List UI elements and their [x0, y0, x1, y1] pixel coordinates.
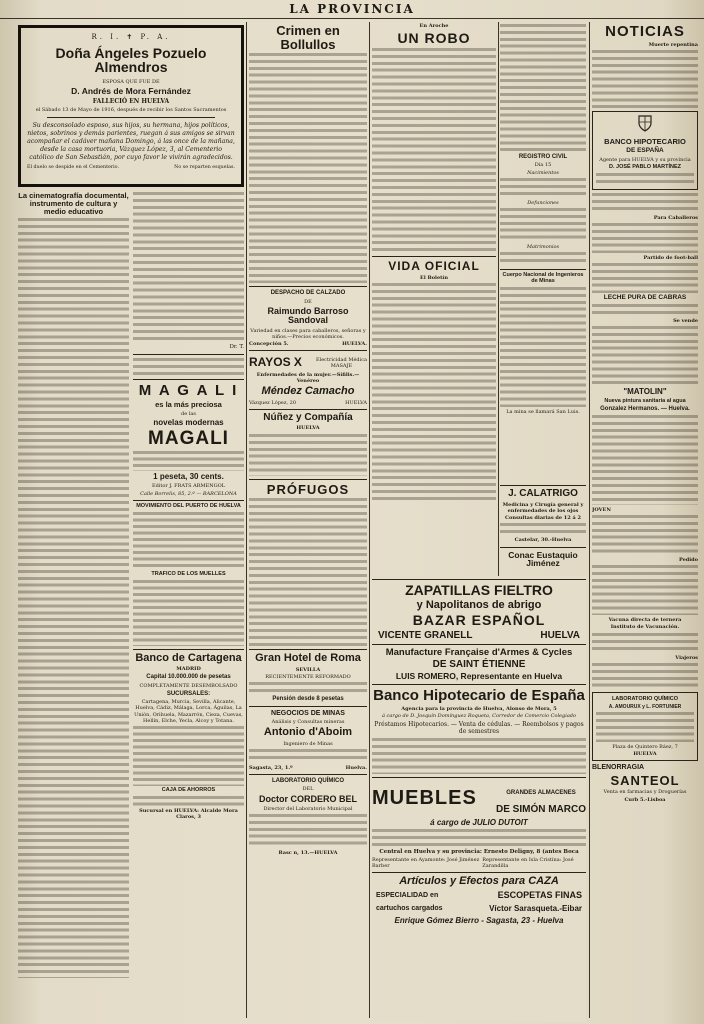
noticias-item: Gonzalez Hermanos. — Huelva. [600, 406, 690, 413]
caza-bottom [372, 903, 586, 915]
minas-headline: NEGOCIOS DE MINAS [271, 709, 345, 717]
zapatillas-line-1: ZAPATILLAS FIELTRO [405, 582, 553, 598]
nunez-name: Núñez y Compañía [263, 411, 353, 423]
calzado-city: HUELVA. [342, 341, 367, 348]
ad-text [596, 173, 694, 185]
ad-text [249, 749, 367, 763]
laboratorio-ad [249, 778, 367, 856]
robo-kicker: En Aroche [419, 23, 449, 29]
cartagena-address: Sucursal en HUELVA: Alcalde Mora Claros, 3 [139, 807, 238, 821]
cinematografia-byline: Dr. T. [229, 344, 244, 350]
cinematografia-headline: La cinematografía documental, instrumento de cultura y medio educativo [18, 191, 129, 216]
ad-text [249, 682, 367, 694]
rayos-masaje: MASAJE [330, 362, 353, 369]
muebles-rep-2: Representante en Isla Cristina: José Zarandilla [482, 856, 574, 869]
noticias-item: Para Caballeros [653, 214, 698, 221]
divider [249, 774, 367, 775]
magali-title: M A G A L I [138, 381, 239, 399]
noticias-item: Muerte repentina [648, 41, 698, 48]
manufacture-line-2: DE SAINT ÉTIENNE [432, 658, 526, 670]
hotel-ad [249, 653, 367, 702]
rayos-address: Vázquez López, 20 [249, 399, 297, 406]
registro-deaths: Defunciones [527, 199, 559, 206]
registro-text [500, 178, 586, 198]
rayos-name: RAYOS X [249, 355, 302, 370]
manufacture-rep: LUIS ROMERO, Representante en Huelva [395, 671, 563, 682]
zapatillas-city: HUELVA [540, 629, 580, 641]
hotel-price: Pensión desde 8 pesetas [272, 696, 344, 703]
laboratorio-de: DEL [302, 786, 314, 793]
divider [133, 354, 244, 355]
article-text [592, 223, 698, 253]
hotel-city: SEVILLA [295, 666, 321, 673]
obituary-divider [47, 117, 215, 118]
blenorragia-sub: SANTEOL [610, 772, 680, 788]
manufacture-ad [372, 648, 586, 681]
banco-box-sub: DE ESPAÑA [626, 146, 664, 154]
cartagena-cities: Cartagena, Murcia, Sevilla, Alicante, Huelva, Cádiz, Málaga, Lorca, Águilas, La Unión, Orihuela, Mazarrón, Cieza, Cuevas, Hellín, Elche, Yecla, Alcoy y Totana. [134, 699, 243, 724]
manufacture-line-1: Manufacture Française d'Armes & Cycles [385, 646, 573, 658]
minas-line: Ingeniero de Minas [283, 740, 333, 747]
divider [249, 706, 367, 707]
lab-box-headline: LABORATORIO QUÍMICO [611, 695, 679, 702]
laboratorio-address: Rasc n, 13.—HUELVA [278, 850, 338, 857]
laboratorio-name: Doctor CORDERO BEL [258, 793, 357, 804]
muebles-top [372, 781, 586, 817]
rayos-sub: Enfermedades de la mujer.—Sífilis.—Venéreo [256, 371, 360, 385]
article-text [133, 192, 244, 342]
caza-line-3: ESCOPETAS FINAS [497, 890, 582, 901]
divider [249, 479, 367, 480]
noticias-item: Partido de foot-ball [643, 254, 698, 261]
divider [249, 286, 367, 287]
article-text [592, 663, 698, 689]
rayos-service-block [316, 357, 367, 369]
magali-line-4: novelas modernas [153, 417, 224, 427]
registro-headline: REGISTRO CIVIL [518, 154, 568, 160]
divider [372, 644, 586, 645]
zapatillas-store: BAZAR ESPAÑOL [412, 612, 546, 629]
ingenieros-headline: Cuerpo Nacional de Ingenieros de Minas [502, 272, 584, 285]
caza-line-2: ESPECIALIDAD en [376, 892, 439, 900]
calatrigo-line: Medicina y Cirugía general y enfermedades de los ojos [502, 501, 584, 514]
divider [133, 649, 244, 650]
robo-headline: UN ROBO [397, 30, 471, 47]
ad-text [133, 726, 244, 786]
minas-sub: Análisis y Consultas mineras [271, 718, 345, 725]
wide-ads [372, 576, 586, 1022]
caza-line-4: cartuchos cargados [376, 905, 443, 913]
rayos-ad [249, 354, 367, 406]
rayos-city: HUELVA [345, 399, 367, 406]
ad-text [249, 814, 367, 848]
magali-ad [133, 383, 244, 497]
obituary-body: Su desconsolado esposo, sus hijos, su hermana, hijos políticos, nietos, sobrinos y demás parientes, ruegan á sus amigos se sirvan acompañar el cadáver mañana Domingo, á las once de la mañana, desde la casa mortuoria, Vázquez López, 3, al Cementerio católico de San Sebastián, por cuyo favor le vivirán agradecidos. [27, 122, 235, 161]
divider [500, 485, 586, 486]
lab-box-city: HUELVA [633, 751, 657, 758]
article-text [592, 565, 698, 615]
magali-price: 1 peseta, 30 cents. [153, 472, 224, 482]
caza-ad [372, 876, 586, 926]
noticias-item: Pedido [678, 556, 698, 563]
column-1-lower [18, 190, 244, 980]
magali-address: Calle Borrelis, 85, 2.º — BARCELONA [140, 490, 237, 497]
magali-line-3: de las [181, 410, 196, 417]
cartagena-city: MADRID [176, 666, 201, 673]
calzado-footer [249, 341, 367, 347]
minas-name: Antonio d'Aboim [263, 726, 353, 739]
muebles-line-3: á cargo de JULIO DUTOIT [430, 817, 528, 827]
muebles-line-1: GRANDES ALMACENES [506, 789, 576, 796]
calatrigo-hours: Consultas diarias de 12 á 2 [505, 515, 581, 521]
hotel-sub: RECIENTEMENTE REFORMADO [265, 674, 351, 681]
article-text [500, 287, 586, 407]
hipotecario-line-3: Préstamos Hipotecarios. — Venta de cédulas. — Reembolsos y pagos de semestres [374, 720, 584, 736]
column-2 [249, 22, 367, 1018]
jimenez-name: Conac Eustaquio Jiménez [508, 549, 578, 569]
puerto-text [133, 580, 244, 646]
vida-oficial-sub: El Boletín [420, 274, 448, 281]
ad-text [133, 451, 244, 471]
divider [500, 547, 586, 548]
divider [372, 579, 586, 580]
magali-line-2: es la más preciosa [155, 399, 222, 409]
banco-hipotecario-box [592, 111, 698, 190]
article-text [592, 263, 698, 293]
ingenieros-footer: La mina se llamará San Luis. [506, 408, 580, 415]
article-text [133, 358, 244, 376]
banco-box-name: BANCO HIPOTECARIO [604, 137, 686, 146]
divider [249, 350, 367, 351]
ad-text [372, 738, 586, 774]
coat-of-arms-icon [637, 114, 653, 132]
ad-text [596, 712, 694, 742]
minas-footer [249, 765, 367, 771]
rayos-doctor: Méndez Camacho [261, 385, 355, 398]
column-rule [589, 22, 590, 1018]
laboratorio-line: Director del Laboratorio Municipal [263, 805, 353, 812]
zapatillas-owner: VICENTE GRANELL [378, 629, 473, 641]
obituary-died: FALLECIÓ EN HUELVA [92, 98, 170, 106]
ad-text [500, 523, 586, 535]
ad-text [133, 796, 244, 806]
obituary-footer-right: No se reparten esquelas. [174, 164, 235, 170]
calzado-address: Concepción 5. [249, 341, 289, 348]
hotel-name: Gran Hotel de Roma [255, 652, 361, 665]
obituary-name: Doña Ángeles Pozuelo Almendros [55, 44, 207, 76]
calzado-de: DE [304, 298, 312, 305]
ad-text [372, 829, 586, 847]
registro-births: Nacimientos [527, 169, 559, 176]
obituary-date: el Sábado 13 de Mayo de 1916, después de recibir los Santos Sacramentos [35, 106, 227, 113]
rayos-service: Electricidad Médica [315, 356, 367, 363]
noticias-headline: NOTICIAS [605, 23, 685, 40]
muebles-line-4: Central en Huelva y su provincia: Ernesto Deligny, 8 (antes Boca [379, 848, 579, 855]
zapatillas-footer [372, 630, 586, 641]
banco-box-agent: Agente para HUELVA y su provincia [599, 156, 691, 163]
muebles-store-block [496, 781, 586, 817]
article-text [592, 515, 698, 555]
lab-box-address: Plaza de Quintero Báez, 7 [612, 743, 678, 750]
column-rule [246, 22, 247, 1018]
muebles-reps [372, 857, 586, 869]
magali-editor: Editor J. FRATS ARMENGOL [151, 483, 226, 490]
crimen-headline: Crimen en Bollullos [276, 23, 340, 52]
calzado-ad [249, 290, 367, 347]
lab-box [592, 692, 698, 762]
divider [249, 649, 367, 650]
calzado-headline: DESPACHO DE CALZADO [270, 290, 346, 297]
cartagena-savings: CAJA DE AHORROS [161, 787, 216, 794]
noticias-item: Vacuna directa de ternera [608, 617, 682, 624]
puerto-headline: MOVIMIENTO DEL PUERTO DE HUELVA [136, 502, 241, 509]
noticias-item: Se vende [673, 318, 698, 325]
minas-ad [249, 710, 367, 771]
magali-title-big: MAGALI [148, 428, 229, 450]
laboratorio-headline: LABORATORIO QUÍMICO [271, 777, 345, 784]
divider [372, 777, 586, 778]
noticias-item: LECHE PURA DE CABRAS [603, 294, 687, 302]
blenorragia-address: Curb 5.-Lisboa [624, 796, 666, 803]
noticias-item: Nueva pintura sanitaria al agua [604, 397, 686, 404]
profugos-headline: PRÓFUGOS [266, 481, 350, 497]
article-text [592, 633, 698, 653]
nunez-city: HUELVA [296, 425, 320, 432]
cinematografia-article [18, 190, 129, 980]
article-text [500, 24, 586, 152]
vida-oficial-headline: VIDA OFICIAL [388, 258, 480, 273]
blenorragia-headline: BLENORRAGIA [592, 764, 645, 772]
zapatillas-ad [372, 583, 586, 641]
noticias-item: JOVEN [592, 506, 611, 513]
article-text [592, 50, 698, 108]
cartagena-ad [133, 653, 244, 821]
article-text [592, 326, 698, 386]
calzado-line: Variedad en clases para caballeros, señoras y niños.—Precios económicos. [250, 327, 366, 340]
article-text [592, 193, 698, 213]
blenorragia-line: Venta en farmacias y Droguerías [603, 789, 687, 796]
obituary-footer [27, 165, 235, 170]
column-5 [592, 22, 698, 1018]
obituary-footer-left: El duelo se despide en el Cementerio. [27, 164, 120, 170]
divider [372, 684, 586, 685]
muebles-line-2: DE SIMÓN MARCO [496, 803, 586, 815]
column-rule [369, 22, 370, 1018]
calatrigo-name: J. CALATRIGO [508, 488, 578, 499]
caza-mid [372, 889, 586, 902]
registro-date: Día 15 [534, 162, 552, 169]
divider [133, 379, 244, 380]
cartagena-capital: Capital 10.000.000 de pesetas [146, 674, 231, 681]
article-text [592, 415, 698, 505]
caza-maker: Víctor Sarasqueta.-Eibar [489, 903, 582, 913]
noticias-item: Viajeros [675, 654, 698, 661]
divider [372, 872, 586, 873]
obituary-married-to: ESPOSA QUE FUE DE [102, 79, 160, 86]
calzado-name: Raimundo Barroso Sandoval [267, 305, 349, 326]
rayos-top [249, 354, 367, 371]
article-text [372, 48, 496, 253]
hipotecario-line-2: á cargo de D. Josquín Domínguez Roqueta, Corredor de Comercio Colegiado [381, 713, 577, 720]
newspaper-title: LA PROVINCIA [289, 2, 415, 16]
registro-text [500, 252, 586, 266]
divider [133, 500, 244, 501]
registro-text [500, 208, 586, 242]
article-text [18, 218, 129, 978]
cartagena-name: Banco de Cartagena [135, 651, 242, 664]
obituary-cross: R. I. ✝ P. A. [91, 33, 171, 41]
masthead [0, 0, 704, 19]
divider [249, 409, 367, 410]
column-1 [18, 22, 244, 1018]
zapatillas-line-2: y Napolitanos de abrigo [416, 598, 542, 611]
hipotecario-ad [372, 688, 586, 773]
calatrigo-address: Castelar, 30.-Huelva [514, 537, 572, 544]
puerto-sub: TRAFICO DE LOS MUELLES [151, 570, 226, 577]
article-text [372, 283, 496, 501]
banco-box-person: D. JOSÉ PABLO MARTÍNEZ [608, 163, 681, 170]
rayos-footer [249, 400, 367, 406]
calatrigo-ad [500, 482, 586, 570]
registro-marriages: Matrimonios [526, 244, 560, 251]
noticias-item: "MATOLIN" [623, 387, 667, 397]
article-text [249, 53, 367, 283]
caza-line-1: Artículos y Efectos para CAZA [399, 874, 559, 887]
obituary-notice [18, 25, 244, 187]
minas-address: Sagasta, 23, 1.º [249, 764, 293, 771]
cartagena-sub: COMPLETAMENTE DESEMBOLSADO [139, 682, 238, 689]
ad-text [249, 434, 367, 476]
column-1-right [133, 190, 244, 980]
muebles-ad [372, 781, 586, 869]
muebles-word: MUEBLES [372, 787, 477, 810]
divider [500, 269, 586, 270]
hipotecario-name: Banco Hipotecario de España [373, 687, 585, 705]
article-text [592, 304, 698, 316]
caza-footer: Enrique Gómez Bierro - Sagasta, 23 - Huelva [394, 916, 564, 926]
minas-city: Huelva. [345, 764, 367, 771]
obituary-husband: D. Andrés de Mora Fernández [71, 86, 191, 97]
divider [372, 256, 496, 257]
puerto-text [133, 512, 244, 570]
article-text [249, 498, 367, 646]
muebles-rep-1: Representante en Ayamonte: José Jiménez Barber [372, 856, 480, 869]
hipotecario-line-1: Agencia para la provincia de Huelva, Alonso de Mora, 5 [401, 706, 557, 713]
puerto-section [133, 504, 244, 646]
cartagena-branches: SUCURSALES: [166, 690, 211, 697]
lab-box-names: A. AMOURUX y L. FORTUNIER [608, 703, 682, 710]
noticias-item: Instituto de Vacunación. [610, 624, 680, 631]
